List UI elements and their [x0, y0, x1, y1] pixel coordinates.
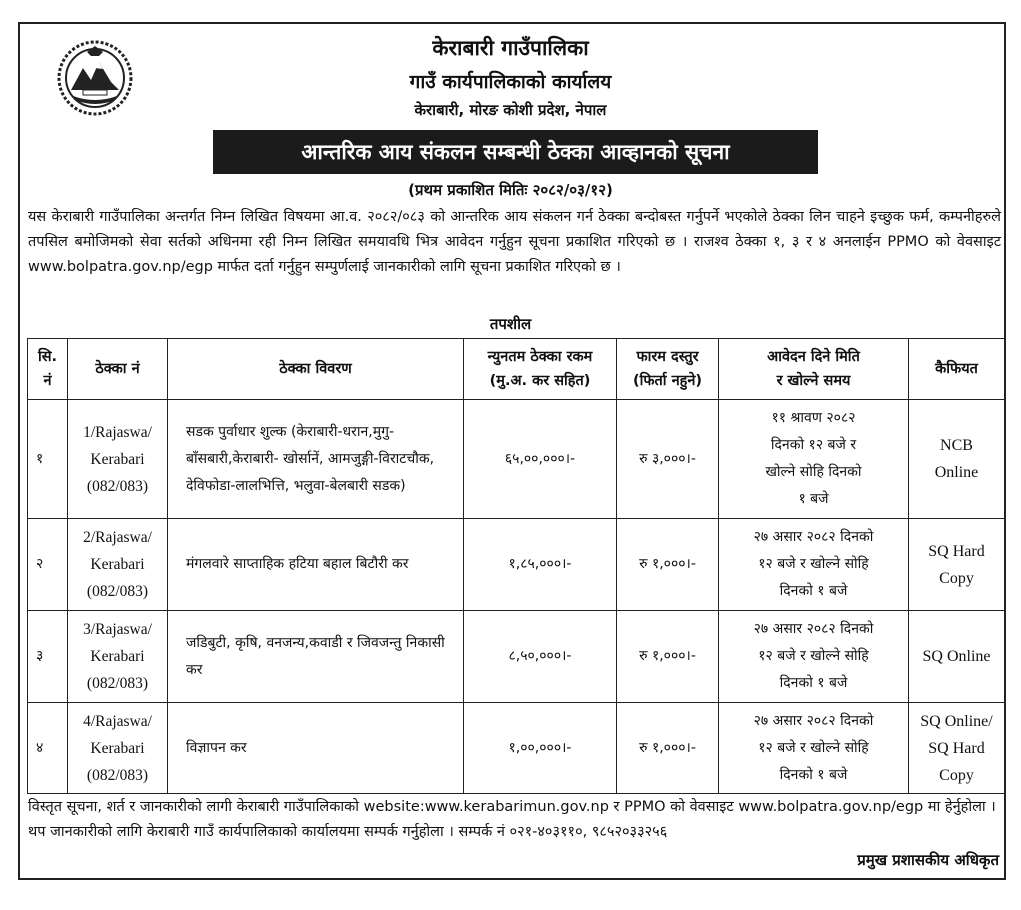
row-remarks [909, 400, 1005, 519]
row-form-fee: रु १,०००।- [617, 519, 719, 611]
date-line: २७ असार २०८२ दिनको [753, 529, 874, 545]
header-form-fee-line2: (फिर्ता नहुने) [632, 373, 703, 389]
row-min-amount: १,८५,०००।- [464, 519, 617, 611]
remarks-line: Online [934, 464, 979, 481]
remarks-line: SQ Online/ [920, 712, 993, 730]
row-min-amount: ८,५०,०००।- [464, 611, 617, 703]
date-line: दिनको १ बजे [779, 675, 848, 691]
office-name: गाउँ कार्यपालिकाको कार्यालय [409, 71, 612, 93]
table-caption: तपशील [489, 315, 532, 333]
date-line: १ बजे [798, 491, 829, 507]
contract-no-line: (082/083) [86, 766, 149, 784]
header-date [719, 339, 909, 400]
table-row [28, 611, 1005, 703]
row-sn: ३ [28, 611, 68, 703]
remarks-line: Copy [939, 766, 974, 784]
contract-no-line: Kerabari [90, 450, 145, 468]
contract-table [27, 338, 1005, 794]
remarks-line: Copy [939, 569, 974, 587]
row-date [719, 519, 909, 611]
contract-no-line: Kerabari [90, 648, 145, 665]
date-line: दिनको १२ बजे र [770, 437, 857, 453]
row-date [719, 703, 909, 794]
remarks-line: SQ Online [922, 648, 991, 665]
table-header-row [28, 339, 1005, 400]
row-date [719, 611, 909, 703]
row-sn: १ [28, 400, 68, 519]
org-name: केराबारी गाउँपालिका [432, 36, 589, 60]
header-date-line2: र खोल्ने समय [776, 373, 851, 389]
header-sn: सि. नं [28, 339, 68, 400]
date-line: दिनको १ बजे [779, 766, 848, 783]
row-contract-no [68, 611, 168, 703]
row-details: विज्ञापन कर [168, 703, 464, 794]
contract-no-line: (082/083) [86, 583, 149, 600]
row-remarks [909, 611, 1005, 703]
row-min-amount: ६५,००,०००।- [464, 400, 617, 519]
row-remarks [909, 703, 1005, 794]
row-sn: ४ [28, 703, 68, 794]
header-form-fee-line1: फारम दस्तुर [636, 349, 699, 365]
remarks-line: SQ Hard [928, 542, 985, 560]
contract-no-line: 1/Rajaswa/ [83, 423, 152, 441]
header-date-line1: आवेदन दिने मिति [767, 349, 860, 365]
header-remarks: कैफियत [909, 339, 1005, 400]
table-row [28, 519, 1005, 611]
remarks-line: NCB [940, 437, 973, 454]
row-form-fee: रु १,०००।- [617, 611, 719, 703]
address: केराबारी, मोरङ कोशी प्रदेश, नेपाल [414, 101, 607, 119]
row-sn: २ [28, 519, 68, 611]
contract-no-line: (082/083) [86, 675, 149, 692]
remarks-line: SQ Hard [928, 739, 985, 757]
contract-no-line: (082/083) [86, 477, 149, 495]
table-row [28, 703, 1005, 794]
row-form-fee: रु ३,०००।- [617, 400, 719, 519]
row-form-fee: रु १,०००।- [617, 703, 719, 794]
date-line: खोल्ने सोहि दिनको [765, 464, 862, 480]
row-contract-no [68, 519, 168, 611]
header-contract-no: ठेक्का नं [68, 339, 168, 400]
contract-no-line: 2/Rajaswa/ [83, 529, 152, 546]
row-date [719, 400, 909, 519]
header-details: ठेक्का विवरण [168, 339, 464, 400]
row-remarks [909, 519, 1005, 611]
date-line: दिनको १ बजे [779, 583, 848, 599]
notice-title: आन्तरिक आय संकलन सम्बन्धी ठेक्का आव्हानको सूचना [213, 130, 818, 174]
row-details: सडक पुर्वाधार शुल्क (केराबारी-धरान,मुगु-बाँसबारी,केराबारी- खोर्सानें, आमजुङ्गी-विराटचौक, देविफोडा-लालभित्ति, भलुवा-बेलबारी सडक) [168, 400, 464, 519]
contract-no-line: 3/Rajaswa/ [83, 621, 152, 638]
date-line: १२ बजे र खोल्ने सोहि [758, 739, 869, 756]
table-row [28, 400, 1005, 519]
date-line: २७ असार २०८२ दिनको [753, 621, 874, 637]
row-contract-no [68, 703, 168, 794]
header-min-amount-line2: (मु.अ. कर सहित) [489, 373, 591, 389]
row-contract-no [68, 400, 168, 519]
date-line: ११ श्रावण २०८२ [771, 410, 856, 426]
header-min-amount [464, 339, 617, 400]
row-details: जडिबुटी, कृषि, वनजन्य,कवाडी र जिवजन्तु निकासी कर [168, 611, 464, 703]
contract-no-line: Kerabari [90, 739, 145, 757]
header-form-fee [617, 339, 719, 400]
contract-no-line: 4/Rajaswa/ [83, 712, 152, 730]
date-line: १२ बजे र खोल्ने सोहि [758, 648, 869, 664]
header-min-amount-line1: न्युनतम ठेक्का रकम [487, 349, 593, 365]
row-min-amount: १,००,०००।- [464, 703, 617, 794]
intro-paragraph: यस केराबारी गाउँपालिका अन्तर्गत निम्न लिखित विषयमा आ.व. २०८२/०८३ को आन्तरिक आय संकलन गर्न ठेक्का बन्दोबस्त गर्नुपर्ने भएकोले ठेक्का लिन चाहने इच्छुक फर्म, कम्पनीहरुले तपसिल बमोजिमको सेवा सर्तको अधिनमा रही निम्न लिखित समयावधि भित्र आवेदन गर्नुहुन सूचना प्रकाशित गरिएको छ । राजश्व ठेक्का १, ३ र ४ अनलाईन PPMO को वेवसाइट www.bolpatra.gov.np/egp मार्फत दर्ता गर्नुहुन सम्पुर्णलाई जानकारीको लागि सूचना प्रकाशित गरिएको छ । [28, 209, 1001, 275]
footer-text: विस्तृत सूचना, शर्त र जानकारीको लागी केराबारी गाउँपालिकाको website:www.kerabarimun.gov.np र PPMO को वेवसाइट www.bolpatra.gov.np/egp मा हेर्नुहोला । थप जानकारीको लागि केराबारी गाउँ कार्यपालिकाको कार्यालयमा सम्पर्क गर्नुहोला । सम्पर्क नं ०२१-४०३११०, ९८५२०३३२५६ [28, 799, 996, 840]
date-line: १२ बजे र खोल्ने सोहि [758, 556, 869, 572]
signature-title: प्रमुख प्रशासकीय अधिकृत [857, 851, 999, 869]
contract-no-line: Kerabari [90, 556, 145, 573]
published-date: (प्रथम प्रकाशित मितिः २०८२/०३/१२) [408, 181, 613, 199]
row-details: मंगलवारे साप्ताहिक हटिया बहाल बिटौरी कर [168, 519, 464, 611]
date-line: २७ असार २०८२ दिनको [753, 712, 874, 729]
